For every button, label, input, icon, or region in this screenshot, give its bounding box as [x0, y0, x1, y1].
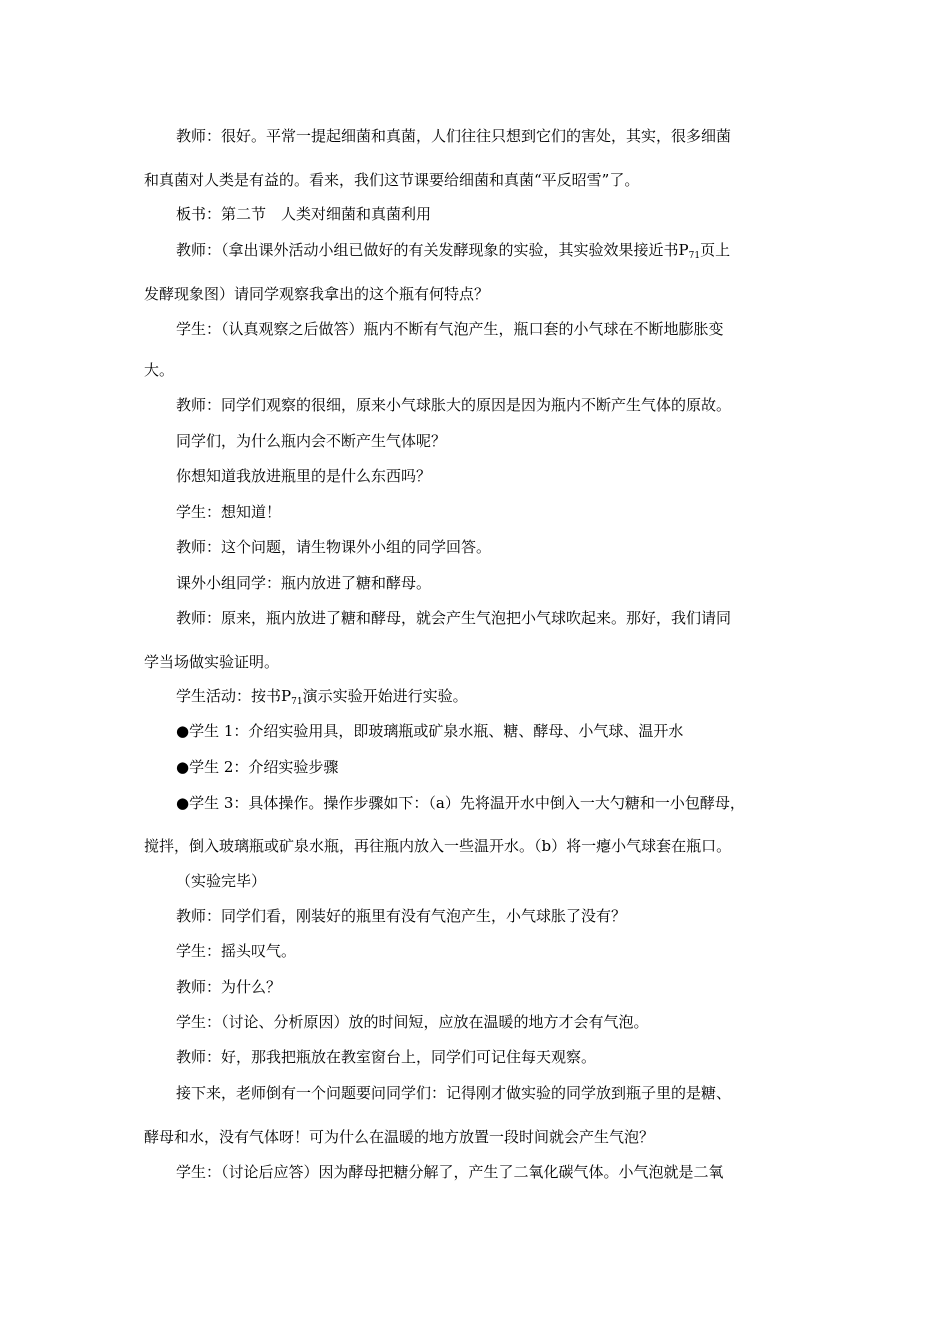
paragraph-line: 教师：这个问题，请生物课外小组的同学回答。	[176, 538, 492, 556]
paragraph-line: 教师：同学们看，刚装好的瓶里有没有气泡产生，小气球胀了没有？	[176, 907, 627, 925]
board-title: 板书：第二节 人类对细菌和真菌利用	[176, 205, 432, 223]
paragraph-line: 酵母和水，没有气体呀！可为什么在温暖的地方放置一段时间就会产生气泡？	[144, 1128, 655, 1146]
list-item: ●学生 2：介绍实验步骤	[176, 758, 339, 776]
paragraph-line: 搅拌，倒入玻璃瓶或矿泉水瓶，再往瓶内放入一些温开水。（b）将一瘪小气球套在瓶口。	[144, 837, 732, 855]
paragraph-line: 学生：摇头叹气。	[176, 942, 297, 960]
paragraph-line: 教师：好，那我把瓶放在教室窗台上，同学们可记住每天观察。	[176, 1048, 597, 1066]
paragraph-line: 学生：想知道！	[176, 503, 282, 521]
paragraph-line: 学生：（讨论、分析原因）放的时间短，应放在温暖的地方才会有气泡。	[176, 1013, 649, 1031]
paragraph-line: 接下来，老师倒有一个问题要问同学们：记得刚才做实验的同学放到瓶子里的是糖、	[176, 1084, 732, 1102]
paragraph-line: 你想知道我放进瓶里的是什么东西吗？	[176, 467, 432, 485]
paragraph-line: （实验完毕）	[176, 872, 267, 890]
paragraph-line: 发酵现象图）请同学观察我拿出的这个瓶有何特点？	[144, 285, 490, 303]
paragraph-line: 学生：（讨论后应答）因为酵母把糖分解了，产生了二氧化碳气体。小气泡就是二氧	[176, 1163, 724, 1181]
list-item: ●学生 1：介绍实验用具，即玻璃瓶或矿泉水瓶、糖、酵母、小气球、温开水	[176, 722, 684, 740]
paragraph-line: 和真菌对人类是有益的。看来，我们这节课要给细菌和真菌“平反昭雪”了。	[144, 171, 640, 189]
paragraph-line: 大。	[144, 361, 175, 379]
paragraph-line: 教师：同学们观察的很细，原来小气球胀大的原因是因为瓶内不断产生气体的原故。	[176, 396, 732, 414]
paragraph-line: 学当场做实验证明。	[144, 653, 280, 671]
paragraph-line: 教师：为什么？	[176, 978, 282, 996]
paragraph-line: 同学们，为什么瓶内会不断产生气体呢？	[176, 432, 447, 450]
paragraph-line: 教师：（拿出课外活动小组已做好的有关发酵现象的实验，其实验效果接近书$P_{71}$页上	[176, 241, 731, 261]
paragraph-line: 学生：（认真观察之后做答）瓶内不断有气泡产生，瓶口套的小气球在不断地膨胀变	[176, 320, 724, 338]
paragraph-line: 教师：原来，瓶内放进了糖和酵母，就会产生气泡把小气球吹起来。那好，我们请同	[176, 609, 732, 627]
paragraph-line: 课外小组同学：瓶内放进了糖和酵母。	[176, 574, 432, 592]
paragraph-line: 教师：很好。平常一提起细菌和真菌，人们往往只想到它们的害处，其实，很多细菌	[176, 127, 732, 145]
list-item: ●学生 3：具体操作。操作步骤如下：（a）先将温开水中倒入一大勺糖和一小包酵母，	[176, 794, 745, 812]
paragraph-line: 学生活动：按书$P_{71}$演示实验开始进行实验。	[176, 687, 468, 707]
